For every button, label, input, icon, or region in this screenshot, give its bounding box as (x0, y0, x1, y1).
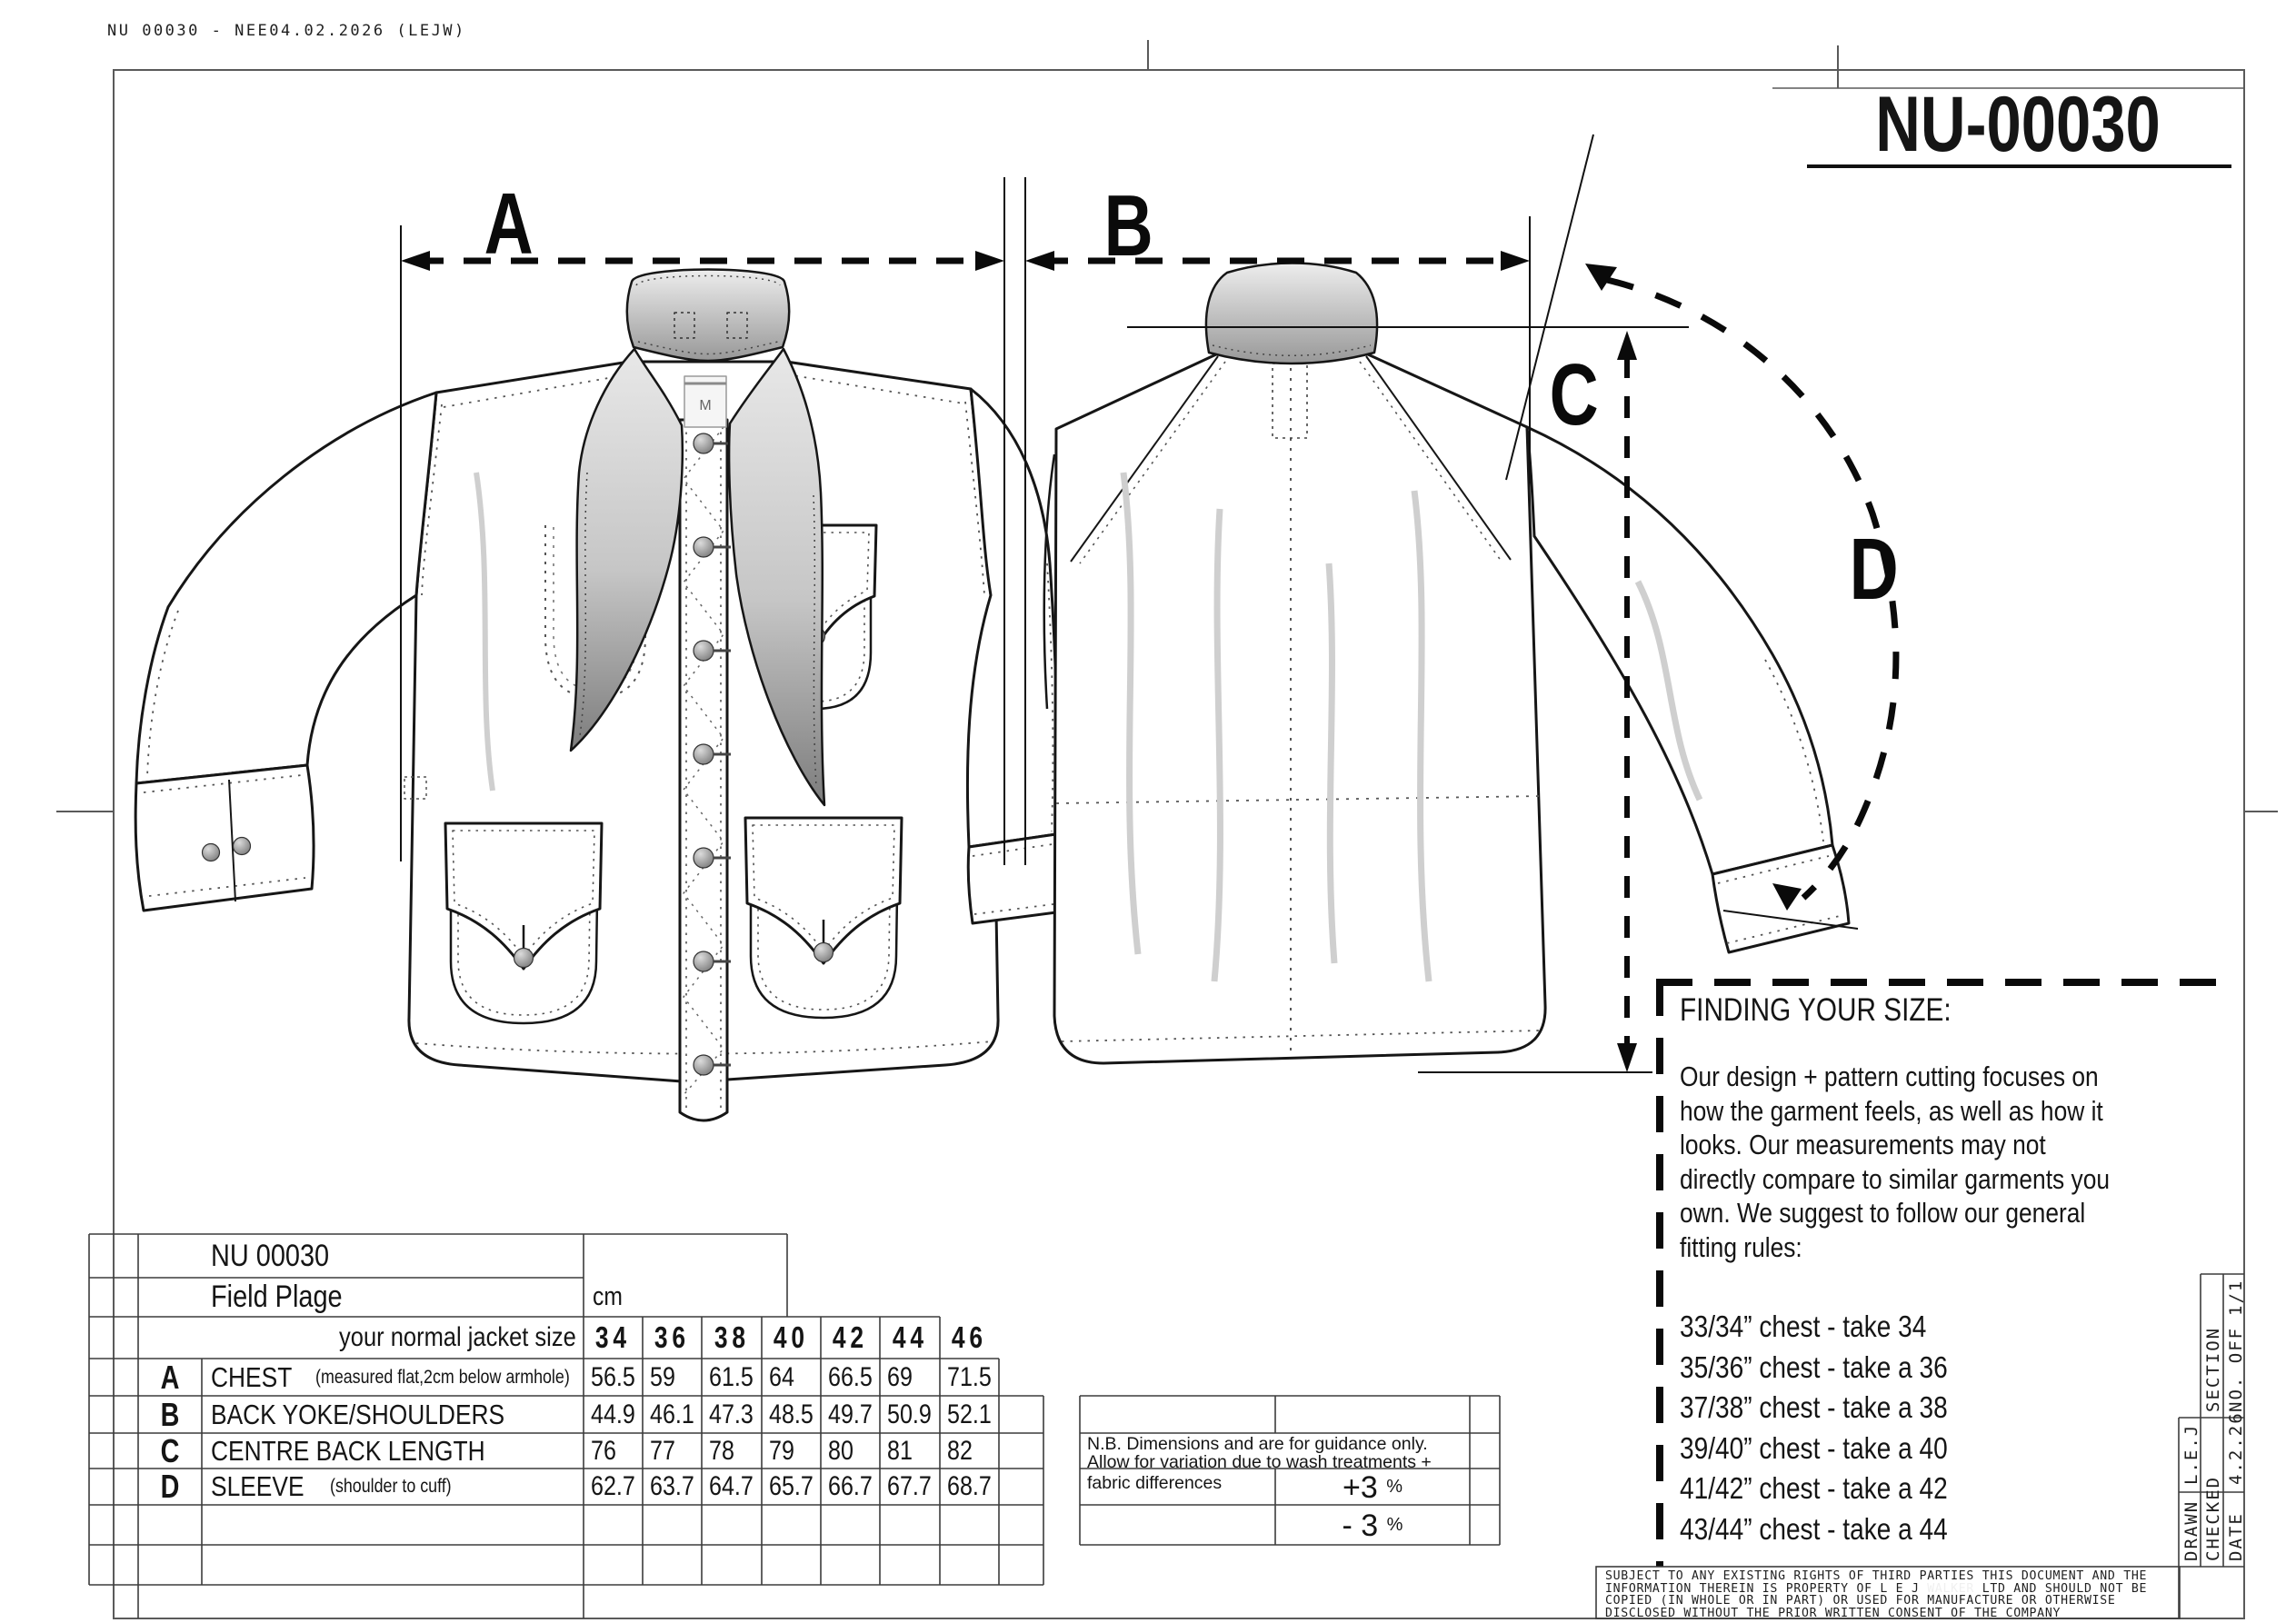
legal-hidden-word: WALKER (1927, 1581, 1975, 1596)
titleblock-date-value: 4.2.26 (2226, 1411, 2246, 1485)
finding-size-rule: 33/34” chest - take 34 (1680, 1309, 1927, 1343)
measure-row-label: CENTRE BACK LENGTH (211, 1434, 485, 1467)
finding-size-paragraph (1680, 1060, 2185, 1264)
size-column-header: 44 (892, 1320, 928, 1354)
size-column-header: 46 (952, 1320, 987, 1354)
measure-value-cell: 49.7 (828, 1399, 873, 1429)
dim-label-c: C (1549, 346, 1600, 443)
measure-value-cell: 66.7 (828, 1471, 873, 1501)
size-column-header: 38 (714, 1320, 750, 1354)
measure-value-cell: 82 (947, 1435, 973, 1466)
measure-value-cell: 79 (769, 1435, 794, 1466)
size-column-header: 40 (774, 1320, 809, 1354)
neck-size-tag: M (699, 398, 712, 413)
sheet-header-note: NU 00030 - NEE04.02.2026 (LEJW) (107, 22, 466, 40)
measure-value-cell: 81 (887, 1435, 913, 1466)
finding-size-paragraph-line: how the garment feels, as well as how it (1680, 1094, 2103, 1127)
finding-size-paragraph-line: Our design + pattern cutting focuses on (1680, 1060, 2099, 1092)
measure-value-cell: 59 (650, 1361, 675, 1392)
measure-value-cell: 76 (591, 1435, 616, 1466)
legal-notice: SUBJECT TO ANY EXISTING RIGHTS OF THIRD PARTIES THIS DOCUMENT AND THE INFORMATION THEREIN IS PROPERTY OF L E J WALKER LTD AND SHOULD NOT BE COPIED (IN WHOLE OR IN PART) OR USED FOR MANUFACTURE OR OTHERWISE DISCLOSED WITHOUT THE PRIOR WRITTEN CONSENT OF THE COMPANY (1605, 1569, 2148, 1620)
measure-value-cell: 69 (887, 1361, 913, 1392)
finding-size-rule: 37/38” chest - take a 38 (1680, 1390, 1948, 1424)
finding-size-rules (1680, 1307, 1995, 1549)
measure-value-cell: 50.9 (887, 1399, 932, 1429)
measure-value-cell: 65.7 (769, 1471, 814, 1501)
finding-size-rule: 43/44” chest - take a 44 (1680, 1511, 1948, 1546)
measure-value-cell: 77 (650, 1435, 675, 1466)
measure-value-cell: 67.7 (887, 1471, 932, 1501)
sheet-title: NU-00030 (1875, 81, 2161, 168)
measure-row-key: A (160, 1358, 180, 1396)
dim-label-a: A (484, 175, 534, 273)
table-product-code: NU 00030 (211, 1238, 330, 1273)
measure-value-cell: 52.1 (947, 1399, 992, 1429)
measure-value-cell: 46.1 (650, 1399, 694, 1429)
finding-size-heading: FINDING YOUR SIZE: (1680, 992, 1952, 1028)
measure-value-cell: 47.3 (709, 1399, 754, 1429)
nb-note-line3: fabric differences (1087, 1473, 1223, 1493)
measure-value-cell: 64.7 (709, 1471, 754, 1501)
nb-tolerance-plus: +3 % (1342, 1470, 1403, 1505)
measure-value-cell: 44.9 (591, 1399, 635, 1429)
table-size-row-label: your normal jacket size (339, 1322, 576, 1352)
measure-value-cell: 56.5 (591, 1361, 635, 1392)
titleblock-drawn-value: L.E.J (2181, 1423, 2201, 1485)
titleblock-section-label: SECTION (2203, 1326, 2223, 1412)
finding-size-rule: 39/40” chest - take a 40 (1680, 1430, 1948, 1465)
nb-note: N.B. Dimensions and are for guidance only. Allow for variation due to wash treatments + (1087, 1434, 1432, 1472)
measure-value-cell: 63.7 (650, 1471, 694, 1501)
finding-size-paragraph-line: own. We suggest to follow our general (1680, 1197, 2086, 1229)
measure-value-cell: 68.7 (947, 1471, 992, 1501)
measure-row-key: B (160, 1395, 180, 1433)
titleblock-date-label: DATE (2226, 1512, 2246, 1561)
table-product-name: Field Plage (211, 1279, 343, 1314)
titleblock-drawn-label: DRAWN (2181, 1499, 2201, 1561)
titleblock-no-off-value: 1/1 (2226, 1279, 2246, 1316)
titleblock-checked-label: CHECKED (2203, 1475, 2223, 1561)
measure-value-cell: 48.5 (769, 1399, 814, 1429)
measure-row-key: D (160, 1468, 180, 1505)
titleblock-no-off-label: NO. OFF (2226, 1326, 2246, 1412)
size-column-header: 36 (654, 1320, 690, 1354)
measure-row-label: BACK YOKE/SHOULDERS (211, 1398, 505, 1430)
finding-size-paragraph-line: directly compare to similar garments you (1680, 1162, 2111, 1195)
dim-label-b: B (1103, 177, 1154, 274)
measure-value-cell: 61.5 (709, 1361, 754, 1392)
measure-value-cell: 80 (828, 1435, 854, 1466)
finding-size-rule: 35/36” chest - take a 36 (1680, 1349, 1948, 1384)
nb-tolerance-minus: - 3 % (1342, 1508, 1403, 1543)
size-column-header: 34 (595, 1320, 631, 1354)
measure-row-label: SLEEVE (shoulder to cuff) (211, 1470, 452, 1502)
measure-row-key: C (160, 1431, 180, 1469)
measure-value-cell: 78 (709, 1435, 734, 1466)
measure-value-cell: 66.5 (828, 1361, 873, 1392)
table-unit: cm (593, 1282, 623, 1311)
measure-value-cell: 62.7 (591, 1471, 635, 1501)
size-column-header: 42 (833, 1320, 868, 1354)
dim-label-d: D (1849, 521, 1900, 618)
measure-value-cell: 71.5 (947, 1361, 992, 1392)
finding-size-rule: 41/42” chest - take a 42 (1680, 1471, 1948, 1505)
finding-size-paragraph-line: fitting rules: (1680, 1230, 1802, 1263)
measure-row-label: CHEST (measured flat,2cm below armhole) (211, 1360, 570, 1393)
finding-size-paragraph-line: looks. Our measurements may not (1680, 1129, 2046, 1160)
measure-value-cell: 64 (769, 1361, 794, 1392)
